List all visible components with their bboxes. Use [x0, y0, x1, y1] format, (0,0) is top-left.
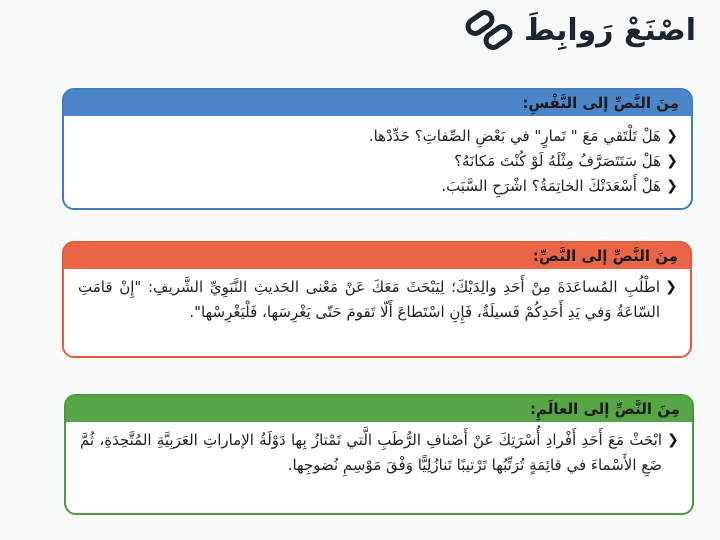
arrow-bullet-icon: ❮ — [666, 128, 678, 144]
page-header — [464, 10, 696, 50]
section-body — [66, 422, 692, 486]
section-text-to-world — [64, 394, 694, 515]
section-text-to-text — [62, 241, 692, 358]
question-text: هَلْ سَتَتَصَرَّفُ مِثْلَهُ لَوْ كُنْتَ مَكانَهُ؟ — [454, 152, 661, 170]
page-title: اصْنَعْ رَوابِطَ — [523, 12, 696, 48]
section-heading-bar — [64, 90, 691, 116]
chain-link-icon — [464, 10, 514, 50]
question-item — [78, 275, 678, 325]
section-heading: مِنَ النَّصِّ إلى العالَمِ: — [529, 400, 680, 418]
arrow-bullet-icon: ❮ — [665, 279, 677, 295]
section-heading: مِنَ النَّصِّ إلى النَّصِّ: — [532, 247, 678, 265]
arrow-bullet-icon: ❮ — [667, 432, 679, 448]
question-item — [80, 428, 680, 478]
section-heading-bar — [64, 243, 690, 269]
section-body — [64, 269, 690, 333]
arrow-bullet-icon: ❮ — [666, 178, 678, 194]
section-body — [64, 116, 691, 207]
question-text: هَلْ تَلْتَقي مَعَ " تَمارٍ" في بَعْضِ الصِّفاتِ؟ حَدِّدْها. — [368, 127, 661, 145]
question-text: هَلْ أَسْعَدَتْكَ الخاتِمَةُ؟ اشْرَحِ السَّبَبَ. — [441, 177, 661, 195]
section-heading-bar — [66, 396, 692, 422]
question-item — [78, 124, 679, 149]
arrow-bullet-icon: ❮ — [666, 153, 678, 169]
question-item — [78, 149, 679, 174]
section-heading: مِنَ النَّصِّ إلى النَّفْسِ: — [522, 94, 679, 112]
question-item — [78, 174, 679, 199]
question-text: ابْحَثْ مَعَ أَحَدِ أَفْرادِ أُسْرَتِكَ عَنْ أَصْنافِ الرُّطَبِ الَّتي تَمْتازُ بِها دَوْلَةُ الإماراتِ العَرَبِيَّةِ المُتَّحِدَةِ، ثُمَّ ضَعِ الأَسْماءَ في قائِمَةٍ تُرَتِّبُها تَرْتيبًا تَنازُلِيًّا وَفْقَ مَوْسِمِ نُضوجِها. — [80, 431, 662, 474]
section-text-to-self — [62, 88, 693, 210]
question-text: اطْلُبِ المُساعَدَةَ مِنْ أَحَدِ والِدَيْكَ؛ لِيَبْحَثَ مَعَكَ عَنْ مَعْنى الحَديثِ النَّبَوِيِّ الشَّريفِ: "إِنْ قامَتِ السّاعَةُ وَفي يَدِ أَحَدِكُمْ فَسيلَةٌ، فَإِنِ اسْتَطاعَ أَلّا تَقومَ حَتّى يَغْرِسَها، فَلْيَغْرِسْها". — [78, 278, 660, 321]
